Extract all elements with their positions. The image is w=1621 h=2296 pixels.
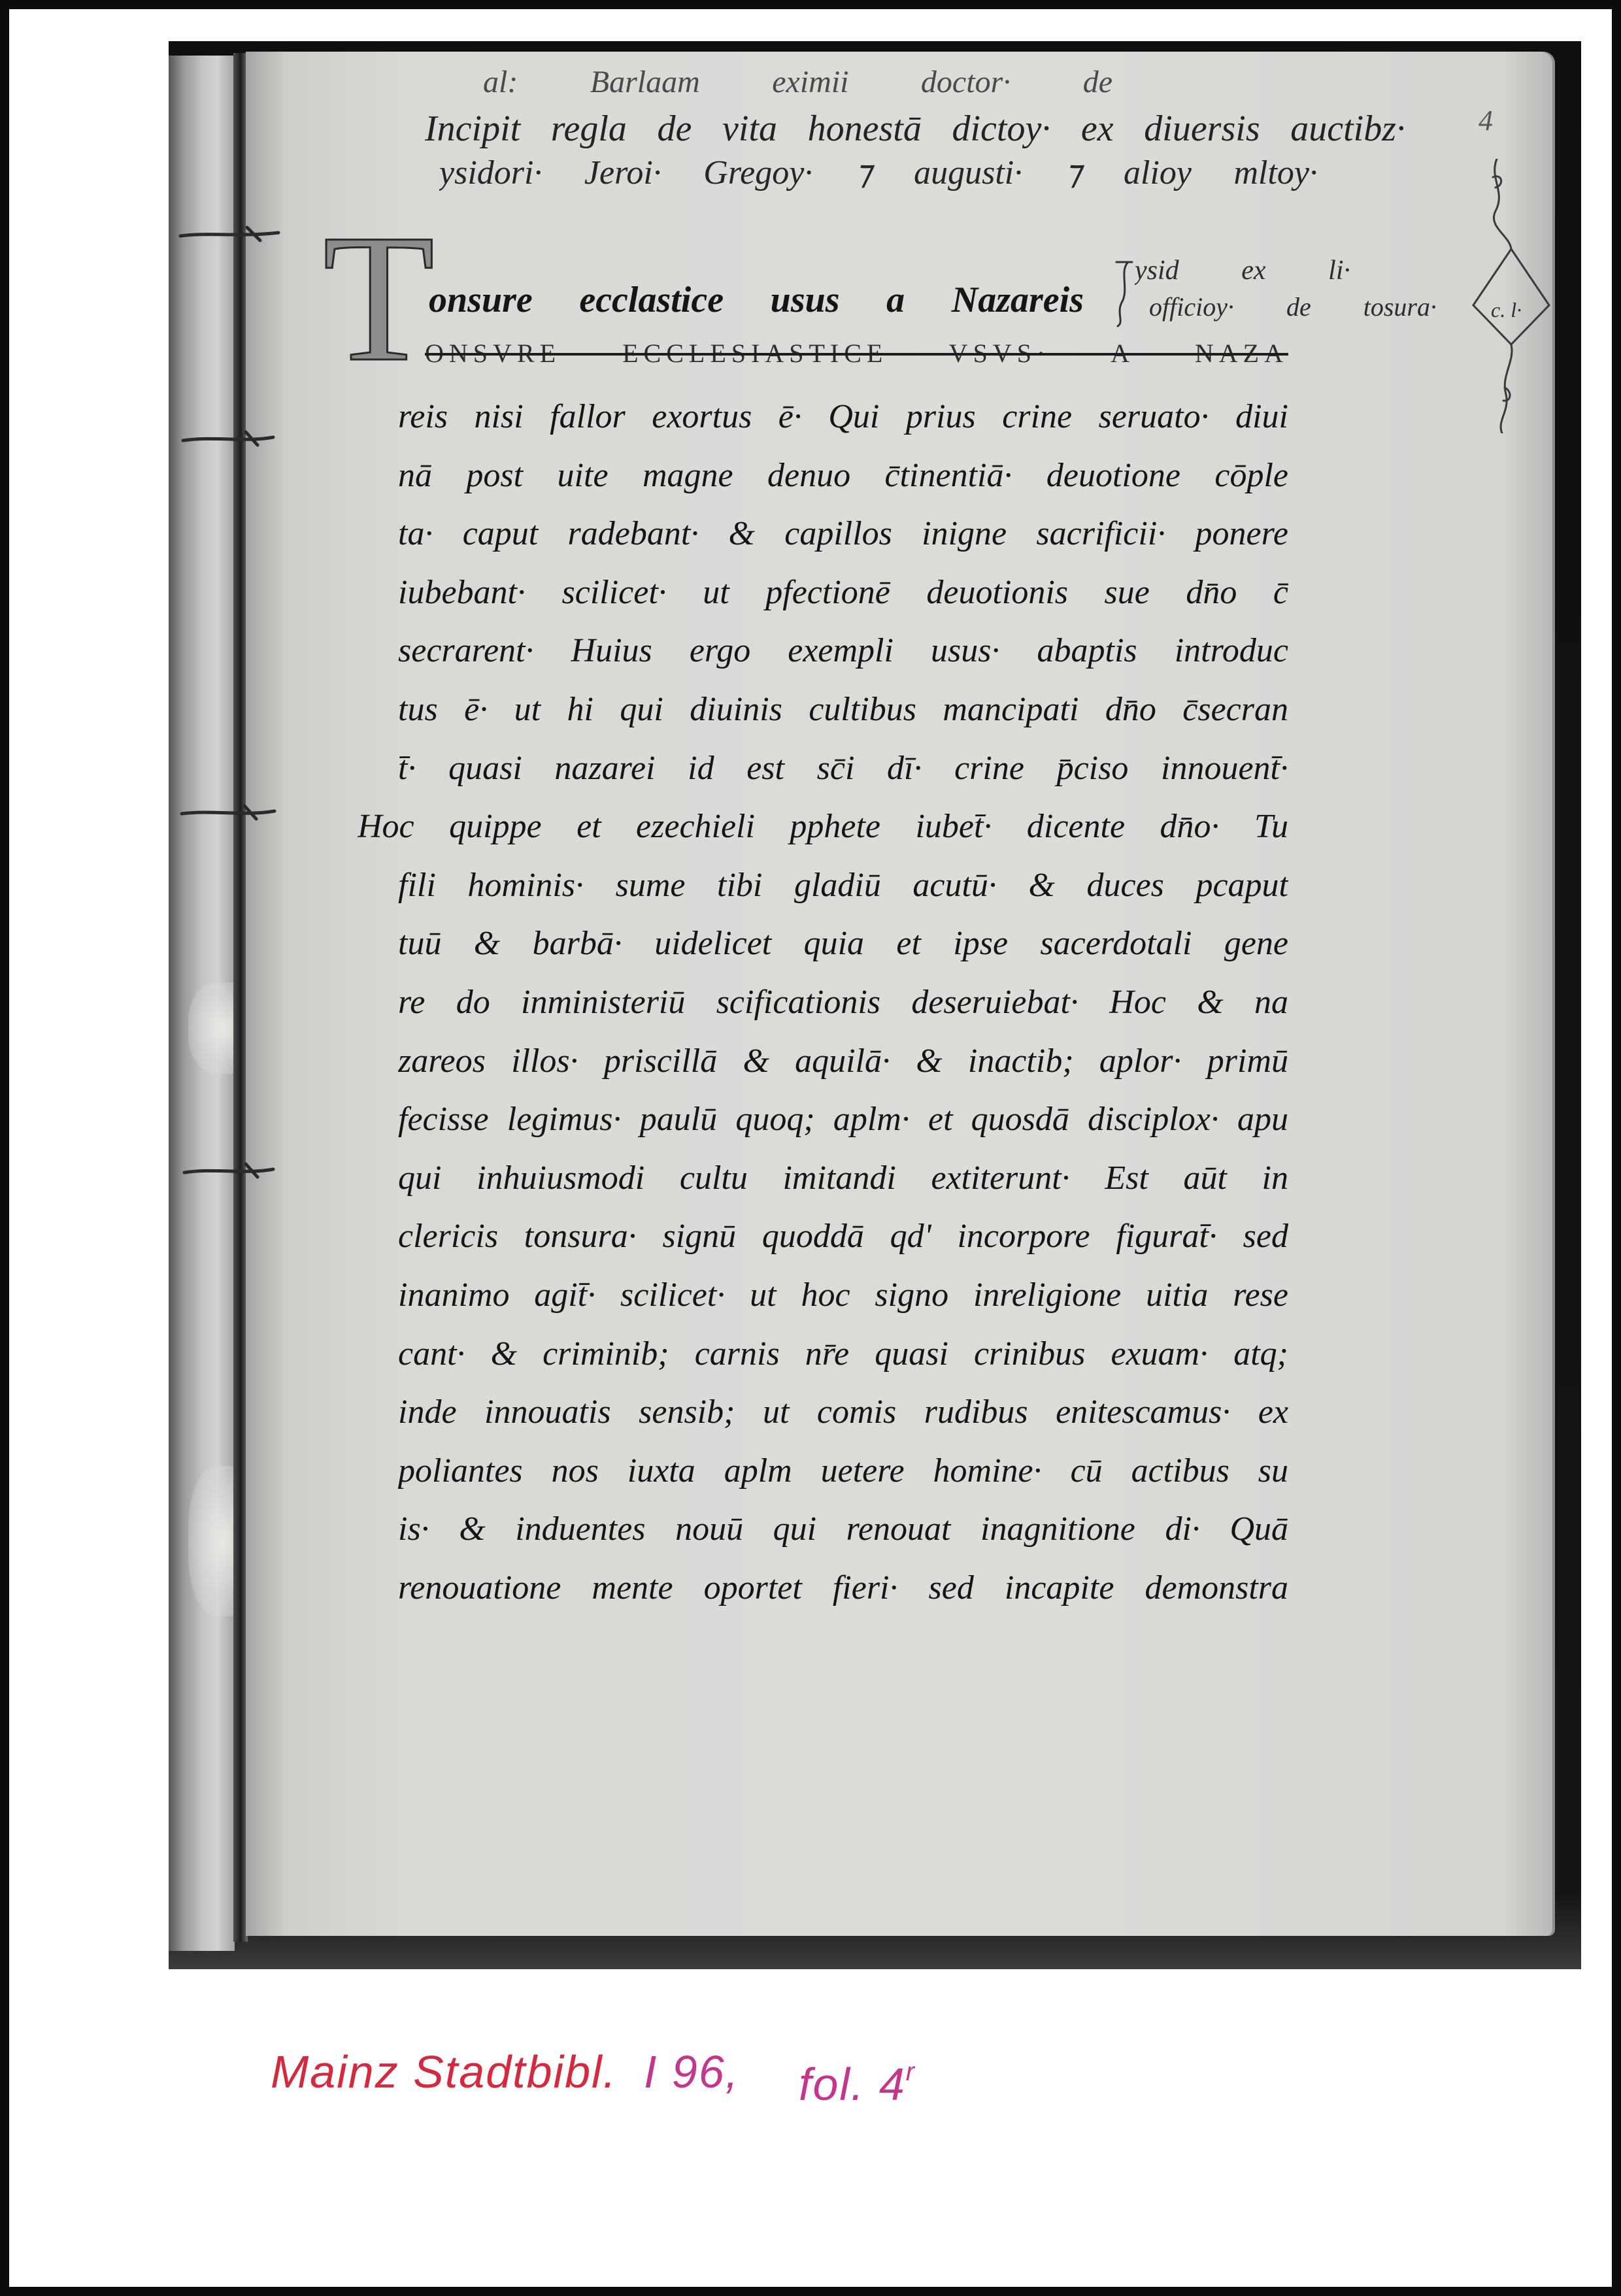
margin-note-line: ysid ex li·	[1135, 256, 1350, 286]
text-line: clericis tonsura· signū quoddā qd' incorpore figurat̄· sed	[398, 1218, 1288, 1256]
caption-folio-side: r	[905, 2057, 916, 2086]
caption-folio: fol. 4	[799, 2059, 906, 2110]
text-line: cant· & criminib; carnis nr̄e quasi crinibus exuam· atq;	[398, 1335, 1288, 1373]
text-line: t̄· quasi nazarei id est sc̄i dī· crine p̄ciso innouent̄·	[398, 749, 1288, 787]
main-text-block	[358, 388, 1288, 1617]
binding-stitch	[184, 1164, 273, 1177]
text-line: secrarent· Huius ergo exempli usus· abaptis introduc	[398, 632, 1288, 670]
folio-number: 4	[1479, 105, 1493, 137]
caption-shelfmark: I 96,	[644, 2046, 740, 2097]
text-line: poliantes nos iuxta aplm uetere homine· cū actibus su	[398, 1452, 1288, 1489]
text-line: Hoc quippe et ezechieli pphete iubet̄· dicente dn̄o· Tu	[358, 808, 1288, 846]
manuscript-photograph	[169, 41, 1581, 1969]
text-line: ta· caput radebant· & capillos inigne sacrificii· ponere	[398, 515, 1288, 553]
text-line: tuū & barbā· uidelicet quia et ipse sacerdotali gene	[398, 925, 1288, 963]
text-line: tus ē· ut hi qui diuinis cultibus mancipati dn̄o c̄secran	[398, 690, 1288, 728]
rubric-title: onsure ecclastice usus a Nazareis	[429, 280, 1084, 320]
binding-stitch	[182, 806, 275, 819]
text-line: qui inhuiusmodi cultu imitandi extiterunt· Est aūt in	[398, 1159, 1288, 1197]
text-line: renouatione mente oportet fieri· sed incapite demonstra	[398, 1569, 1288, 1606]
caption-place: Mainz Stadtbibl.	[271, 2046, 618, 2097]
binding-stitch	[183, 432, 273, 445]
margin-ornament	[1450, 159, 1554, 433]
text-line: fili hominis· sume tibi gladiū acutū· & duces pcaput	[398, 866, 1288, 904]
text-line: nā post uite magne denuo c̄tinentiā· deuotione cōple	[398, 456, 1288, 494]
decorated-initial: T	[323, 196, 435, 399]
text-line: re do inministeriū scificationis deseruiebat· Hoc & na	[398, 983, 1288, 1021]
text-line: inde innouatis sensib; ut comis rudibus enitescamus· ex	[398, 1393, 1288, 1431]
header-line-1: al: Barlaam eximii doctor· de	[483, 65, 1112, 99]
margin-note-line: officioy· de tosura·	[1149, 292, 1437, 322]
binding-stitch	[180, 227, 278, 241]
text-line: iubebant· scilicet· ut pfectionē deuotionis sue dn̄o c̄	[398, 573, 1288, 611]
caption-folio-group	[799, 2044, 916, 2112]
margin-chapter-number: c. l·	[1491, 298, 1522, 322]
text-line: zareos illos· priscillā & aquilā· & inactib; aplor· primū	[398, 1042, 1288, 1080]
header-line-3: ysidori· Jeroi· Gregoy· ⁊ augusti· ⁊ alioy mltoy·	[439, 154, 1318, 191]
text-line: inanimo agit̄· scilicet· ut hoc signo inreligione uitia rese	[398, 1276, 1288, 1314]
text-line: reis nisi fallor exortus ē· Qui prius crine seruato· diui	[398, 398, 1288, 435]
bracket-mark	[1110, 257, 1136, 329]
cancelled-line: ONSVRE ECCLESIASTICE VSVS· A NAZA	[425, 339, 1288, 368]
caption	[0, 2044, 1621, 2110]
binding-stitches	[169, 41, 286, 1969]
text-line: fecisse legimus· paulū quoq; aplm· et quosdā disciplox· apu	[398, 1101, 1288, 1139]
header-line-2: Incipit regla de vita honestā dictoy· ex diuersis auctibz·	[425, 108, 1405, 149]
text-line: is· & induentes nouū qui renouat inagnitione di· Quā	[398, 1510, 1288, 1548]
